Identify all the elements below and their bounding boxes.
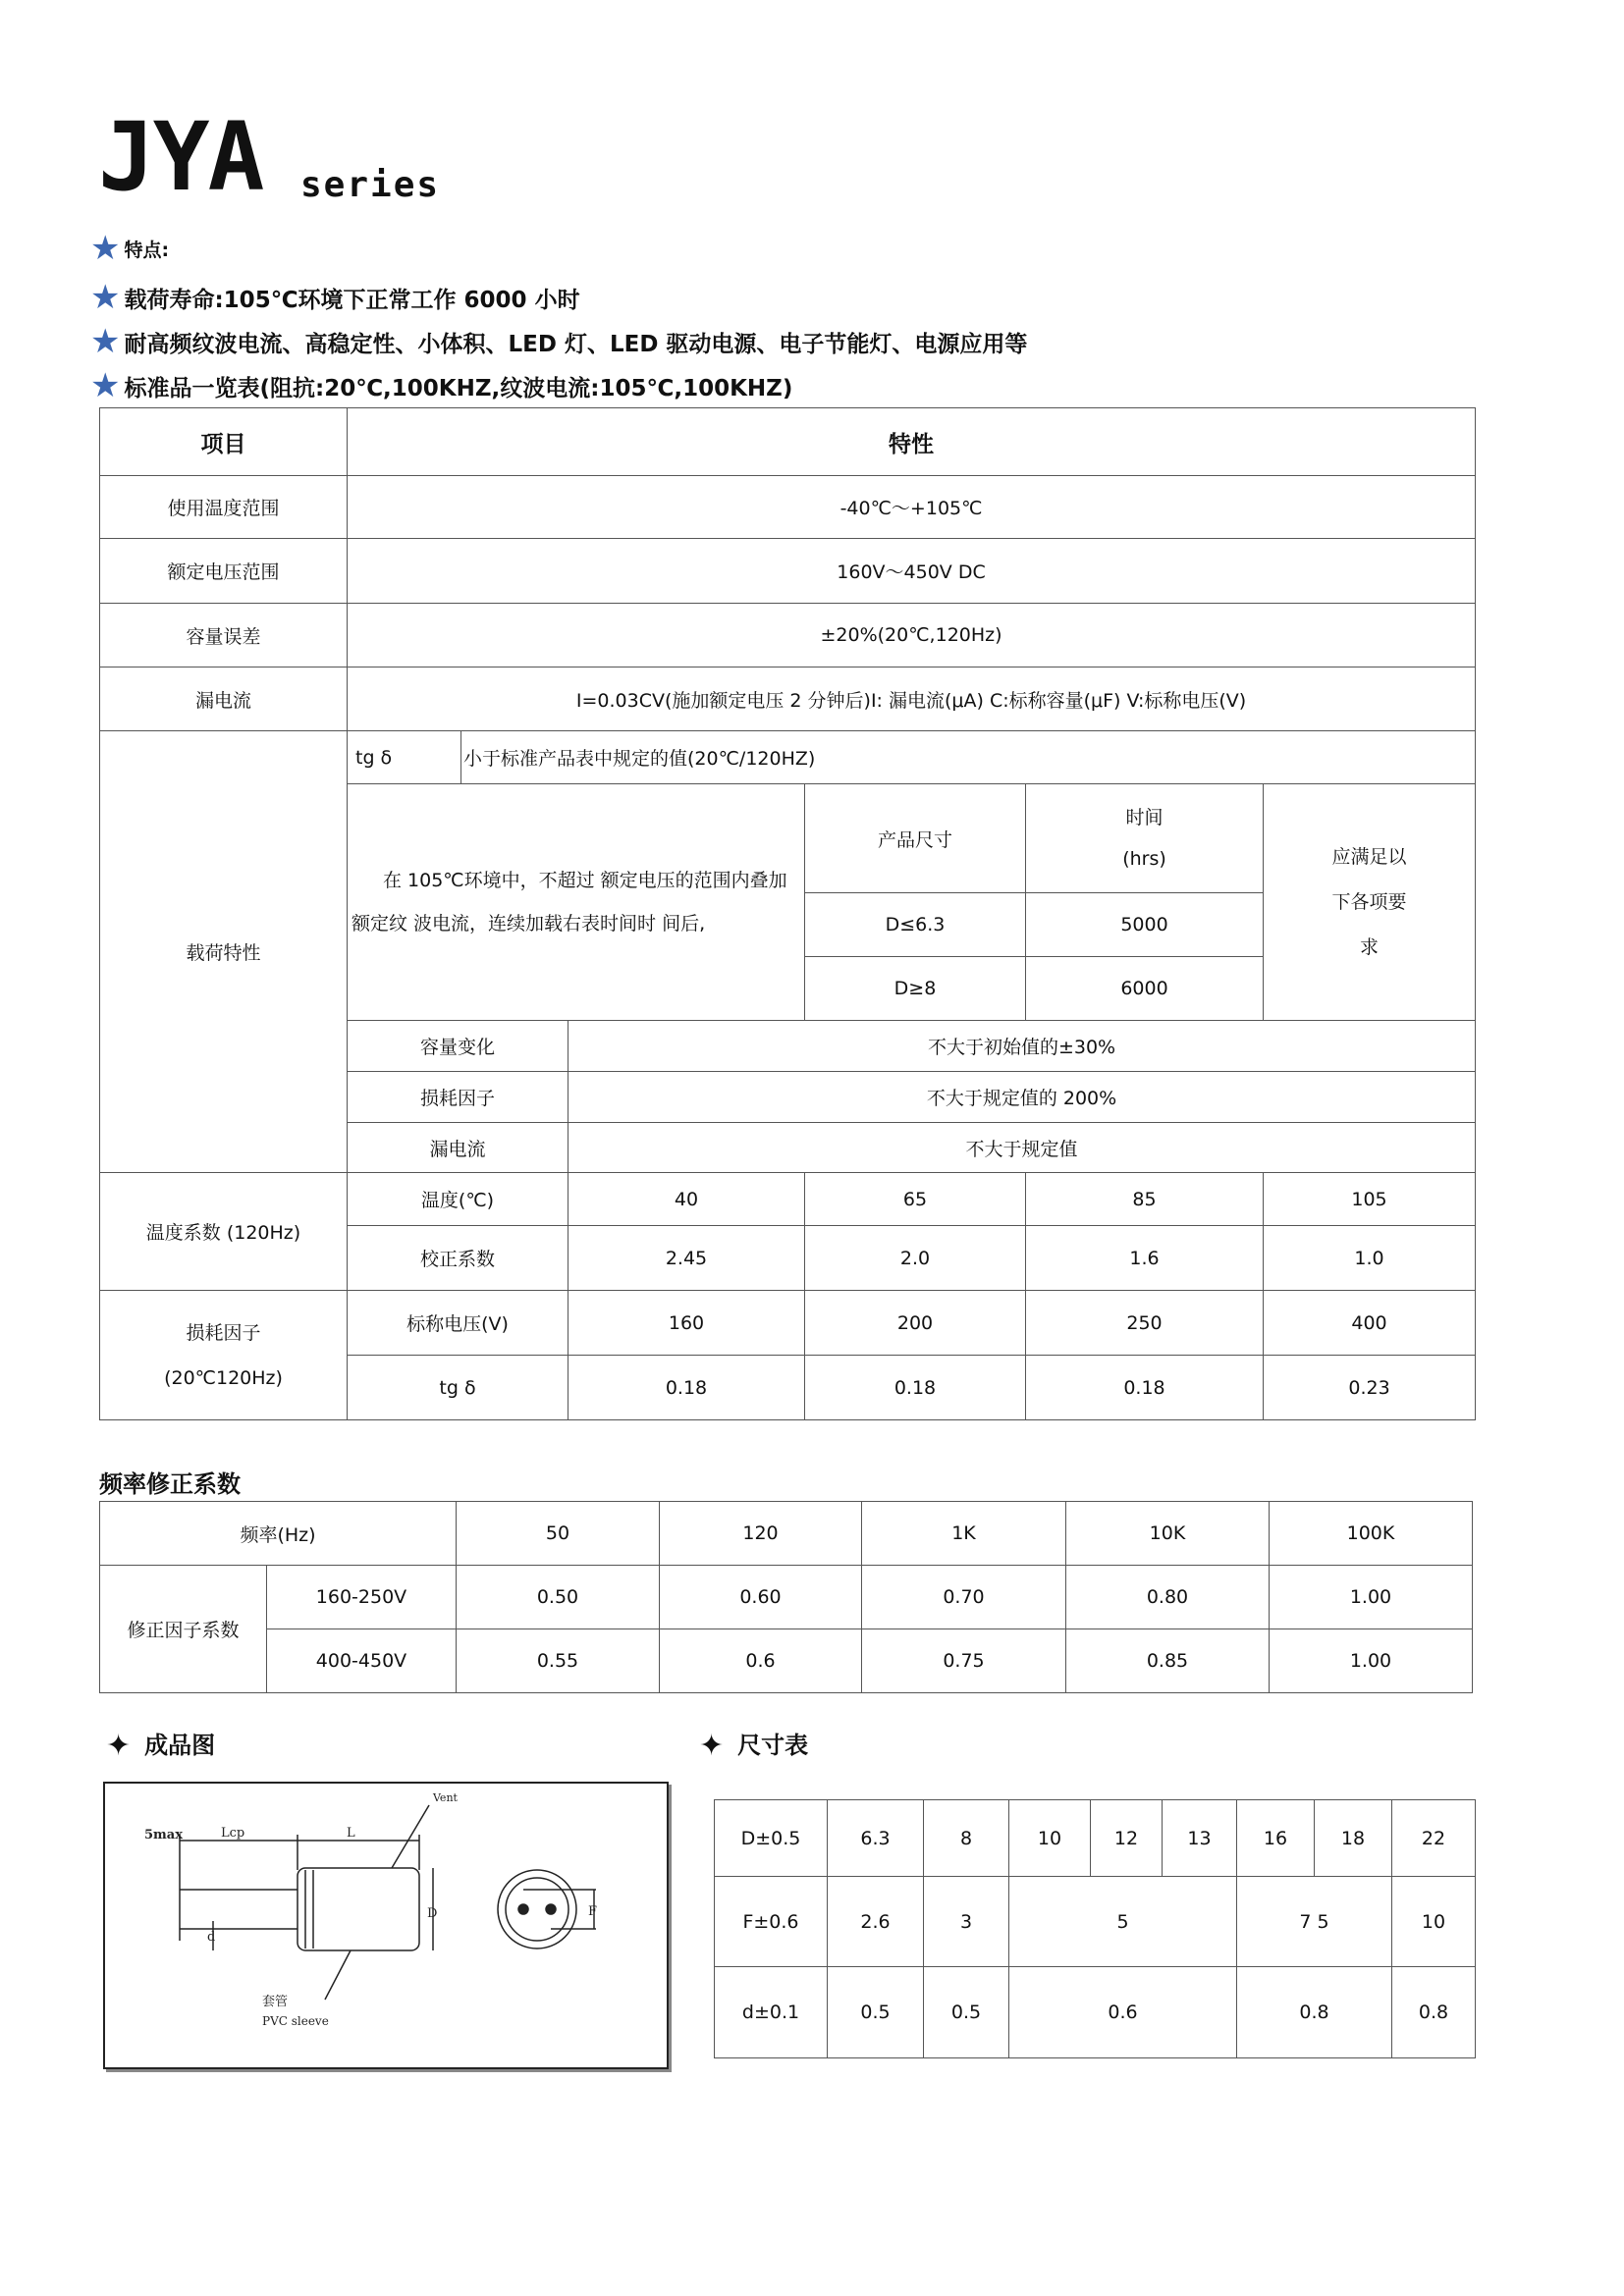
factor-cell: 1.00: [1270, 1629, 1473, 1693]
volt-cell: 200: [805, 1291, 1026, 1356]
dim-row-label: d±0.1: [715, 1967, 828, 2058]
tg-cell: 0.18: [568, 1356, 805, 1420]
freq-heading: 频率修正系数: [99, 1470, 241, 1498]
temp-coef-label: 温度系数 (120Hz): [100, 1173, 348, 1291]
time-cell: 5000: [1026, 893, 1264, 957]
time-header-line1: 时间: [1125, 807, 1164, 828]
product-drawing-heading-text: 成品图: [144, 1732, 216, 1759]
sleeve-cn-label: 套管: [262, 1995, 289, 2009]
factor-cell: 0.50: [457, 1566, 660, 1629]
result-value: 不大于规定值: [568, 1123, 1476, 1173]
requirement-line2: 下各项要: [1331, 891, 1407, 913]
size-header: 产品尺寸: [805, 784, 1026, 893]
product-drawing: [103, 1782, 669, 2069]
load-tg-value: 小于标准产品表中规定的值(20℃/120HZ): [461, 731, 1476, 784]
feature-item: [90, 229, 170, 268]
temp-cell: 65: [805, 1173, 1026, 1226]
factor-cell: 0.6: [660, 1629, 862, 1693]
temp-cell: 40: [568, 1173, 805, 1226]
result-label: 容量变化: [348, 1021, 568, 1072]
sleeve-en-label: PVC sleeve: [262, 2014, 329, 2028]
freq-table: [99, 1501, 1473, 1693]
lcp-label: Lcp: [221, 1826, 245, 1841]
load-requirement: [1264, 784, 1476, 1021]
load-label: 载荷特性: [100, 731, 348, 1173]
factor-cell: 0.70: [862, 1566, 1066, 1629]
temp-range-value: -40℃～+105℃: [348, 476, 1476, 539]
feature-item: [90, 366, 793, 405]
dim-cell: 0.5: [828, 1967, 924, 2058]
cap-tol-label: 容量误差: [100, 604, 348, 667]
factor-cell: 1.00: [1270, 1566, 1473, 1629]
volt-cell: 250: [1026, 1291, 1264, 1356]
voltage-range-value: 160V～450V DC: [348, 539, 1476, 604]
dim-row-label: D±0.5: [715, 1800, 828, 1877]
voltage-range-label: 额定电压范围: [100, 539, 348, 604]
leakage-value: I=0.03CV(施加额定电压 2 分钟后)I: 漏电流(μA) C:标称容量(μF) V:标称电压(V): [348, 667, 1476, 731]
volt-cell: 160: [568, 1291, 805, 1356]
dim-cell: 13: [1163, 1800, 1237, 1877]
factor-cell: 0.85: [1066, 1629, 1270, 1693]
requirement-line3: 求: [1360, 936, 1380, 958]
four-point-star-icon: ✦: [106, 1729, 132, 1763]
d-label: D: [427, 1906, 438, 1921]
temp-cell: 85: [1026, 1173, 1264, 1226]
star-icon: ★: [90, 229, 121, 268]
time-cell: 6000: [1026, 957, 1264, 1021]
coef-cell: 1.6: [1026, 1226, 1264, 1291]
max-label: 5max: [144, 1828, 183, 1842]
spec-table: [99, 407, 1476, 1420]
factor-label: 修正因子系数: [100, 1566, 267, 1693]
range-cell: 160-250V: [267, 1566, 457, 1629]
temp-cell: 105: [1264, 1173, 1476, 1226]
coef-cell: 2.0: [805, 1226, 1026, 1291]
four-point-star-icon: ✦: [699, 1729, 725, 1763]
star-icon: ★: [90, 322, 121, 361]
dim-row-label: F±0.6: [715, 1877, 828, 1967]
volt-cell: 400: [1264, 1291, 1476, 1356]
tg-cell: 0.23: [1264, 1356, 1476, 1420]
factor-cell: 0.55: [457, 1629, 660, 1693]
dimension-heading-text: 尺寸表: [737, 1732, 809, 1759]
dim-cell: 6.3: [828, 1800, 924, 1877]
dim-cell: 18: [1315, 1800, 1392, 1877]
result-label: 漏电流: [348, 1123, 568, 1173]
coef-cell: 1.0: [1264, 1226, 1476, 1291]
feature-text: 耐高频纹波电流、高稳定性、小体积、LED 灯、LED 驱动电源、电子节能灯、电源应用等: [124, 331, 1028, 357]
feature-item: [90, 278, 580, 317]
tg-row-label: tg δ: [348, 1356, 568, 1420]
product-drawing-heading: [106, 1726, 215, 1763]
dissipation-label-line2: (20℃120Hz): [164, 1366, 283, 1389]
dim-cell: 0.8: [1237, 1967, 1392, 2058]
time-header: [1026, 784, 1264, 893]
result-value: 不大于初始值的±30%: [568, 1021, 1476, 1072]
dsmall-label: d: [207, 1930, 216, 1945]
range-cell: 400-450V: [267, 1629, 457, 1693]
feature-item: [90, 322, 1028, 361]
dim-cell: 0.5: [924, 1967, 1009, 2058]
result-label: 损耗因子: [348, 1072, 568, 1123]
tg-cell: 0.18: [805, 1356, 1026, 1420]
result-value: 不大于规定值的 200%: [568, 1072, 1476, 1123]
freq-cell: 10K: [1066, 1502, 1270, 1566]
freq-cell: 1K: [862, 1502, 1066, 1566]
dim-cell: 22: [1392, 1800, 1476, 1877]
factor-cell: 0.75: [862, 1629, 1066, 1693]
dim-cell: 12: [1091, 1800, 1163, 1877]
f-label: F: [588, 1904, 598, 1919]
feature-text: 特点:: [124, 239, 170, 261]
star-icon: ★: [90, 366, 121, 405]
leakage-label: 漏电流: [100, 667, 348, 731]
volt-row-label: 标称电压(V): [348, 1291, 568, 1356]
dim-cell: 3: [924, 1877, 1009, 1967]
capacitor-diagram: [105, 1784, 667, 2067]
feature-text: 标准品一览表(阻抗:20℃,100KHZ,纹波电流:105℃,100KHZ): [124, 375, 793, 401]
dim-cell: 10: [1009, 1800, 1091, 1877]
size-cell: D≥8: [805, 957, 1026, 1021]
star-icon: ★: [90, 278, 121, 317]
dimension-table: [714, 1799, 1476, 2058]
dissipation-label-line1: 损耗因子: [186, 1321, 261, 1344]
coef-cell: 2.45: [568, 1226, 805, 1291]
dissipation-label: [100, 1291, 348, 1420]
tg-cell: 0.18: [1026, 1356, 1264, 1420]
series-title: JYA: [98, 102, 263, 212]
temp-range-label: 使用温度范围: [100, 476, 348, 539]
requirement-line1: 应满足以: [1331, 846, 1407, 868]
freq-cell: 120: [660, 1502, 862, 1566]
size-cell: D≤6.3: [805, 893, 1026, 957]
freq-label: 频率(Hz): [100, 1502, 457, 1566]
freq-cell: 100K: [1270, 1502, 1473, 1566]
l-label: L: [347, 1826, 355, 1841]
dim-cell: 2.6: [828, 1877, 924, 1967]
temp-row-label: 温度(℃): [348, 1173, 568, 1226]
col-item-header: 项目: [100, 408, 348, 476]
factor-cell: 0.80: [1066, 1566, 1270, 1629]
series-subtitle: series: [300, 165, 441, 205]
freq-cell: 50: [457, 1502, 660, 1566]
dimension-heading: [699, 1726, 808, 1763]
factor-cell: 0.60: [660, 1566, 862, 1629]
feature-text: 载荷寿命:105℃环境下正常工作 6000 小时: [124, 287, 580, 313]
dim-cell: 7 5: [1237, 1877, 1392, 1967]
dim-cell: 10: [1392, 1877, 1476, 1967]
vent-label: Vent: [433, 1791, 458, 1804]
dim-cell: 16: [1237, 1800, 1315, 1877]
dim-cell: 8: [924, 1800, 1009, 1877]
dim-cell: 0.6: [1009, 1967, 1237, 2058]
load-description: 在 105℃环境中，不超过 额定电压的范围内叠加额定纹 波电流，连续加载右表时间时 间后,: [348, 784, 805, 1021]
cap-tol-value: ±20%(20℃,120Hz): [348, 604, 1476, 667]
col-char-header: 特性: [348, 408, 1476, 476]
coef-row-label: 校正系数: [348, 1226, 568, 1291]
dim-cell: 5: [1009, 1877, 1237, 1967]
load-tg-label: tg δ: [348, 731, 461, 784]
time-header-line2: (hrs): [1122, 848, 1166, 870]
dim-cell: 0.8: [1392, 1967, 1476, 2058]
